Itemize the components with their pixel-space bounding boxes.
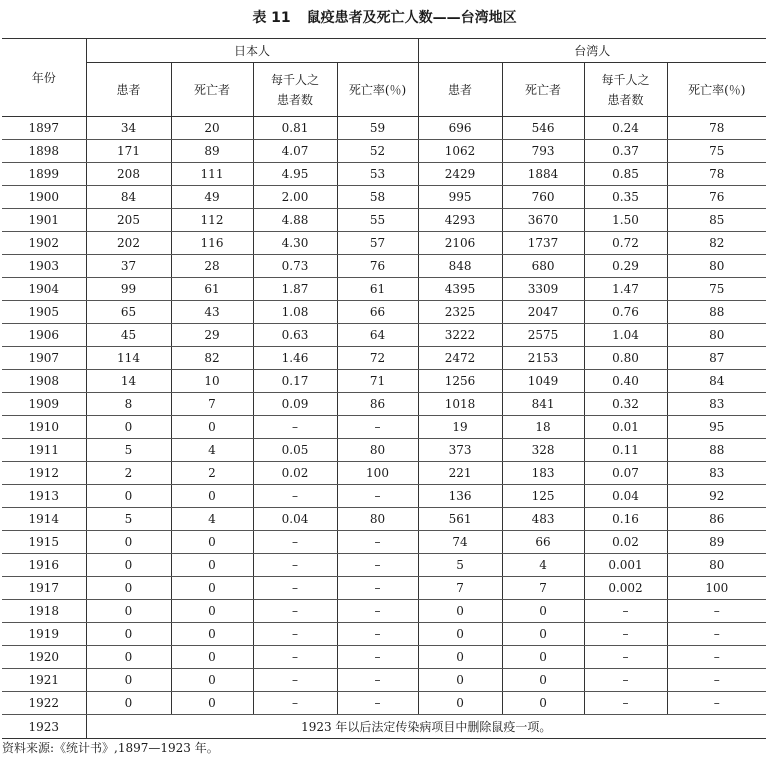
year-cell: 1916 [2, 554, 86, 577]
jp-mortality-cell: – [337, 692, 418, 715]
jp-patients-cell: 0 [86, 554, 171, 577]
tw-per-thousand-cell: 0.76 [584, 301, 667, 324]
table-row [2, 531, 766, 554]
tw-deaths-cell: 328 [502, 439, 584, 462]
jp-mortality-cell: 80 [337, 439, 418, 462]
jp-patients-cell: 0 [86, 669, 171, 692]
tw-mortality-cell: 80 [667, 324, 766, 347]
jp-mortality-cell: 72 [337, 347, 418, 370]
tw-deaths-cell: 0 [502, 692, 584, 715]
jp-deaths-cell: 0 [171, 623, 253, 646]
year-cell: 1901 [2, 209, 86, 232]
year-cell: 1918 [2, 600, 86, 623]
year-cell: 1899 [2, 163, 86, 186]
tw-deaths-cell: 3309 [502, 278, 584, 301]
jp-patients-cell: 0 [86, 531, 171, 554]
jp-patients-cell: 14 [86, 370, 171, 393]
table-row [2, 117, 766, 140]
tw-deaths-cell: 0 [502, 669, 584, 692]
jp-per-thousand-cell: 0.63 [253, 324, 337, 347]
jp-patients-cell: 171 [86, 140, 171, 163]
jp-per-thousand-cell: – [253, 623, 337, 646]
year-cell: 1897 [2, 117, 86, 140]
year-cell: 1906 [2, 324, 86, 347]
tw-deaths-cell: 0 [502, 600, 584, 623]
table-row [2, 255, 766, 278]
tw-deaths-cell: 546 [502, 117, 584, 140]
table-row [2, 140, 766, 163]
year-cell: 1914 [2, 508, 86, 531]
jp-deaths-cell: 116 [171, 232, 253, 255]
tw-deaths-cell: 125 [502, 485, 584, 508]
table-row [2, 669, 766, 692]
jp-patients-cell: 84 [86, 186, 171, 209]
tw-mortality-cell: 84 [667, 370, 766, 393]
year-cell: 1909 [2, 393, 86, 416]
tw-mortality-cell: 87 [667, 347, 766, 370]
jp-per-thousand-cell: 0.09 [253, 393, 337, 416]
tw-per-thousand-cell: 0.29 [584, 255, 667, 278]
note-cell: 1923 年以后法定传染病项目中删除鼠疫一项。 [86, 715, 766, 739]
table-title [0, 9, 769, 27]
year-cell: 1917 [2, 577, 86, 600]
jp-deaths-cell: 49 [171, 186, 253, 209]
year-cell: 1921 [2, 669, 86, 692]
jp-per-thousand-cell: – [253, 577, 337, 600]
jp-mortality-cell: 71 [337, 370, 418, 393]
tw-deaths-cell: 183 [502, 462, 584, 485]
tw-mortality-cell: 75 [667, 140, 766, 163]
tw-mortality-cell: 82 [667, 232, 766, 255]
jp-deaths-cell: 82 [171, 347, 253, 370]
tw-mortality-cell: 76 [667, 186, 766, 209]
tw-patients-cell: 2106 [418, 232, 502, 255]
jp-per-thousand-cell: 0.04 [253, 508, 337, 531]
tw-mortality-header: 死亡率(％) [667, 63, 766, 117]
table-row [2, 278, 766, 301]
jp-deaths-cell: 0 [171, 600, 253, 623]
jp-deaths-cell: 7 [171, 393, 253, 416]
jp-patients-cell: 5 [86, 439, 171, 462]
tw-deaths-cell: 2153 [502, 347, 584, 370]
tw-per-thousand-cell: 1.04 [584, 324, 667, 347]
tw-mortality-cell: 86 [667, 508, 766, 531]
jp-mortality-cell: – [337, 600, 418, 623]
tw-patients-cell: 1256 [418, 370, 502, 393]
tw-patients-cell: 1062 [418, 140, 502, 163]
jp-patients-cell: 5 [86, 508, 171, 531]
tw-patients-cell: 7 [418, 577, 502, 600]
year-cell: 1919 [2, 623, 86, 646]
jp-per-thousand-cell: 0.02 [253, 462, 337, 485]
tw-mortality-cell: 85 [667, 209, 766, 232]
year-cell: 1904 [2, 278, 86, 301]
year-cell: 1908 [2, 370, 86, 393]
tw-patients-cell: 0 [418, 623, 502, 646]
tw-per-thousand-cell: – [584, 692, 667, 715]
year-cell: 1903 [2, 255, 86, 278]
year-cell: 1900 [2, 186, 86, 209]
table-row [2, 600, 766, 623]
tw-deaths-cell: 3670 [502, 209, 584, 232]
tw-patients-cell: 0 [418, 692, 502, 715]
jp-deaths-cell: 111 [171, 163, 253, 186]
tw-deaths-cell: 4 [502, 554, 584, 577]
jp-mortality-cell: – [337, 416, 418, 439]
jp-per-thousand-cell: 4.07 [253, 140, 337, 163]
tw-patients-cell: 995 [418, 186, 502, 209]
jp-per-thousand-cell: – [253, 554, 337, 577]
jp-patients-cell: 45 [86, 324, 171, 347]
jp-patients-cell: 65 [86, 301, 171, 324]
tw-patients-cell: 74 [418, 531, 502, 554]
tw-deaths-cell: 0 [502, 623, 584, 646]
jp-per-thousand-cell: 1.08 [253, 301, 337, 324]
tw-mortality-cell: 95 [667, 416, 766, 439]
jp-patients-cell: 202 [86, 232, 171, 255]
tw-per-thousand-cell: 0.80 [584, 347, 667, 370]
jp-patients-cell: 205 [86, 209, 171, 232]
jp-mortality-header: 死亡率(％) [337, 63, 418, 117]
tw-mortality-cell: 100 [667, 577, 766, 600]
jp-deaths-cell: 0 [171, 485, 253, 508]
tw-patients-header: 患者 [418, 63, 502, 117]
jp-per-thousand-cell: 0.17 [253, 370, 337, 393]
jp-patients-cell: 34 [86, 117, 171, 140]
jp-deaths-cell: 20 [171, 117, 253, 140]
source-note: 资料来源:《统计书》,1897—1923 年。 [2, 741, 219, 755]
tw-patients-cell: 2325 [418, 301, 502, 324]
jp-per-thousand-cell: – [253, 485, 337, 508]
jp-patients-cell: 0 [86, 623, 171, 646]
jp-deaths-cell: 28 [171, 255, 253, 278]
tw-per-thousand-cell: 0.35 [584, 186, 667, 209]
jp-patients-cell: 99 [86, 278, 171, 301]
tw-mortality-cell: 78 [667, 163, 766, 186]
jp-mortality-cell: – [337, 646, 418, 669]
jp-per-thousand-cell: 1.46 [253, 347, 337, 370]
table-row [2, 370, 766, 393]
jp-mortality-cell: 86 [337, 393, 418, 416]
tw-per-thousand-cell: – [584, 623, 667, 646]
tw-patients-cell: 0 [418, 646, 502, 669]
tw-mortality-cell: 83 [667, 393, 766, 416]
tw-patients-cell: 848 [418, 255, 502, 278]
table-row [2, 347, 766, 370]
jp-mortality-cell: 76 [337, 255, 418, 278]
tw-patients-cell: 373 [418, 439, 502, 462]
jp-per-thousand-cell: – [253, 600, 337, 623]
tw-mortality-cell: 80 [667, 554, 766, 577]
tw-per-thousand-cell: – [584, 669, 667, 692]
tw-mortality-cell: – [667, 646, 766, 669]
tw-deaths-header: 死亡者 [502, 63, 584, 117]
year-cell: 1923 [2, 715, 86, 739]
tw-patients-cell: 3222 [418, 324, 502, 347]
tw-per-thousand-cell: 0.04 [584, 485, 667, 508]
jp-per-thousand-cell: – [253, 669, 337, 692]
tw-deaths-cell: 2575 [502, 324, 584, 347]
tw-deaths-cell: 2047 [502, 301, 584, 324]
tw-per-thousand-cell: 0.37 [584, 140, 667, 163]
tw-per-thousand-cell: 0.72 [584, 232, 667, 255]
jp-mortality-cell: 57 [337, 232, 418, 255]
table-row [2, 462, 766, 485]
year-cell: 1911 [2, 439, 86, 462]
table-number: 表 11 [252, 10, 291, 26]
jp-patients-cell: 0 [86, 577, 171, 600]
jp-per-thousand-cell: 0.05 [253, 439, 337, 462]
tw-mortality-cell: – [667, 669, 766, 692]
table-row-1923 [2, 715, 766, 739]
tw-deaths-cell: 66 [502, 531, 584, 554]
tw-patients-cell: 561 [418, 508, 502, 531]
jp-patients-cell: 0 [86, 600, 171, 623]
table-row [2, 393, 766, 416]
tw-per-thousand-cell: – [584, 600, 667, 623]
jp-mortality-cell: – [337, 669, 418, 692]
jp-deaths-cell: 0 [171, 646, 253, 669]
jp-patients-cell: 0 [86, 416, 171, 439]
jp-mortality-cell: 80 [337, 508, 418, 531]
jp-deaths-cell: 4 [171, 508, 253, 531]
jp-deaths-cell: 29 [171, 324, 253, 347]
tw-patients-cell: 136 [418, 485, 502, 508]
jp-patients-cell: 114 [86, 347, 171, 370]
tw-deaths-cell: 760 [502, 186, 584, 209]
tw-deaths-cell: 1884 [502, 163, 584, 186]
jp-per-thousand-cell: 4.30 [253, 232, 337, 255]
jp-per-thousand-cell: 4.95 [253, 163, 337, 186]
tw-per-thousand-cell: 0.11 [584, 439, 667, 462]
tw-patients-cell: 696 [418, 117, 502, 140]
jp-mortality-cell: 100 [337, 462, 418, 485]
jp-per-thousand-header: 每千人之 患者数 [253, 63, 337, 117]
table-row [2, 646, 766, 669]
plague-statistics-table [2, 38, 766, 739]
tw-patients-cell: 5 [418, 554, 502, 577]
tw-mortality-cell: 92 [667, 485, 766, 508]
jp-deaths-cell: 0 [171, 577, 253, 600]
tw-per-thousand-header: 每千人之 患者数 [584, 63, 667, 117]
tw-patients-cell: 221 [418, 462, 502, 485]
tw-mortality-cell: 89 [667, 531, 766, 554]
tw-patients-cell: 4293 [418, 209, 502, 232]
tw-mortality-cell: 75 [667, 278, 766, 301]
table-row [2, 623, 766, 646]
jp-per-thousand-cell: – [253, 416, 337, 439]
jp-deaths-cell: 0 [171, 554, 253, 577]
tw-deaths-cell: 793 [502, 140, 584, 163]
jp-per-thousand-cell: – [253, 646, 337, 669]
tw-deaths-cell: 1737 [502, 232, 584, 255]
jp-per-thousand-cell: 2.00 [253, 186, 337, 209]
jp-mortality-cell: – [337, 577, 418, 600]
year-cell: 1905 [2, 301, 86, 324]
tw-per-thousand-cell: 0.02 [584, 531, 667, 554]
jp-deaths-cell: 0 [171, 669, 253, 692]
table-row [2, 163, 766, 186]
tw-per-thousand-cell: 0.001 [584, 554, 667, 577]
tw-patients-cell: 19 [418, 416, 502, 439]
tw-patients-cell: 0 [418, 669, 502, 692]
tw-deaths-cell: 680 [502, 255, 584, 278]
table-row [2, 416, 766, 439]
year-cell: 1920 [2, 646, 86, 669]
tw-deaths-cell: 7 [502, 577, 584, 600]
tw-mortality-cell: 80 [667, 255, 766, 278]
jp-deaths-cell: 10 [171, 370, 253, 393]
jp-deaths-cell: 0 [171, 692, 253, 715]
jp-deaths-cell: 0 [171, 531, 253, 554]
year-header: 年份 [2, 39, 86, 117]
tw-deaths-cell: 18 [502, 416, 584, 439]
jp-mortality-cell: – [337, 531, 418, 554]
tw-mortality-cell: – [667, 692, 766, 715]
jp-per-thousand-cell: 0.81 [253, 117, 337, 140]
table-row [2, 692, 766, 715]
table-row [2, 209, 766, 232]
tw-per-thousand-cell: 0.24 [584, 117, 667, 140]
tw-per-thousand-cell: 1.50 [584, 209, 667, 232]
jp-deaths-cell: 89 [171, 140, 253, 163]
table-row [2, 577, 766, 600]
jp-per-thousand-cell: – [253, 692, 337, 715]
tw-per-thousand-cell: 0.32 [584, 393, 667, 416]
jp-mortality-cell: 55 [337, 209, 418, 232]
table-row [2, 324, 766, 347]
tw-deaths-cell: 483 [502, 508, 584, 531]
tw-per-thousand-cell: 0.07 [584, 462, 667, 485]
jp-deaths-cell: 112 [171, 209, 253, 232]
tw-mortality-cell: 88 [667, 301, 766, 324]
jp-per-thousand-cell: 0.73 [253, 255, 337, 278]
jp-per-thousand-cell: 1.87 [253, 278, 337, 301]
tw-deaths-cell: 841 [502, 393, 584, 416]
table-body [2, 117, 766, 739]
year-cell: 1913 [2, 485, 86, 508]
table-row [2, 232, 766, 255]
jp-deaths-cell: 4 [171, 439, 253, 462]
table-caption: 鼠疫患者及死亡人数——台湾地区 [306, 10, 517, 26]
year-cell: 1907 [2, 347, 86, 370]
jp-mortality-cell: – [337, 623, 418, 646]
year-cell: 1898 [2, 140, 86, 163]
jp-patients-cell: 8 [86, 393, 171, 416]
tw-mortality-cell: 88 [667, 439, 766, 462]
jp-patients-cell: 37 [86, 255, 171, 278]
tw-mortality-cell: – [667, 623, 766, 646]
taiwanese-group-header: 台湾人 [418, 39, 766, 63]
jp-mortality-cell: 61 [337, 278, 418, 301]
table-row [2, 186, 766, 209]
jp-mortality-cell: 59 [337, 117, 418, 140]
year-cell: 1902 [2, 232, 86, 255]
tw-mortality-cell: – [667, 600, 766, 623]
jp-mortality-cell: 52 [337, 140, 418, 163]
table-row [2, 439, 766, 462]
jp-patients-header: 患者 [86, 63, 171, 117]
jp-deaths-cell: 61 [171, 278, 253, 301]
jp-patients-cell: 0 [86, 485, 171, 508]
tw-deaths-cell: 1049 [502, 370, 584, 393]
tw-per-thousand-cell: 0.01 [584, 416, 667, 439]
tw-mortality-cell: 78 [667, 117, 766, 140]
tw-deaths-cell: 0 [502, 646, 584, 669]
tw-per-thousand-cell: 0.85 [584, 163, 667, 186]
tw-per-thousand-cell: – [584, 646, 667, 669]
year-cell: 1922 [2, 692, 86, 715]
jp-mortality-cell: – [337, 554, 418, 577]
tw-patients-cell: 0 [418, 600, 502, 623]
jp-patients-cell: 208 [86, 163, 171, 186]
jp-patients-cell: 0 [86, 692, 171, 715]
jp-per-thousand-cell: 4.88 [253, 209, 337, 232]
tw-per-thousand-cell: 0.002 [584, 577, 667, 600]
tw-patients-cell: 1018 [418, 393, 502, 416]
jp-deaths-header: 死亡者 [171, 63, 253, 117]
jp-mortality-cell: 58 [337, 186, 418, 209]
tw-per-thousand-cell: 0.16 [584, 508, 667, 531]
tw-per-thousand-cell: 1.47 [584, 278, 667, 301]
table-row [2, 508, 766, 531]
tw-patients-cell: 2472 [418, 347, 502, 370]
jp-per-thousand-cell: – [253, 531, 337, 554]
japanese-group-header: 日本人 [86, 39, 418, 63]
jp-patients-cell: 0 [86, 646, 171, 669]
table-row [2, 485, 766, 508]
year-cell: 1912 [2, 462, 86, 485]
year-cell: 1915 [2, 531, 86, 554]
jp-mortality-cell: 64 [337, 324, 418, 347]
jp-deaths-cell: 2 [171, 462, 253, 485]
table-row [2, 554, 766, 577]
tw-per-thousand-cell: 0.40 [584, 370, 667, 393]
jp-deaths-cell: 0 [171, 416, 253, 439]
year-cell: 1910 [2, 416, 86, 439]
table-row [2, 301, 766, 324]
jp-patients-cell: 2 [86, 462, 171, 485]
tw-mortality-cell: 83 [667, 462, 766, 485]
tw-patients-cell: 4395 [418, 278, 502, 301]
jp-mortality-cell: 66 [337, 301, 418, 324]
jp-mortality-cell: 53 [337, 163, 418, 186]
jp-mortality-cell: – [337, 485, 418, 508]
jp-deaths-cell: 43 [171, 301, 253, 324]
tw-patients-cell: 2429 [418, 163, 502, 186]
